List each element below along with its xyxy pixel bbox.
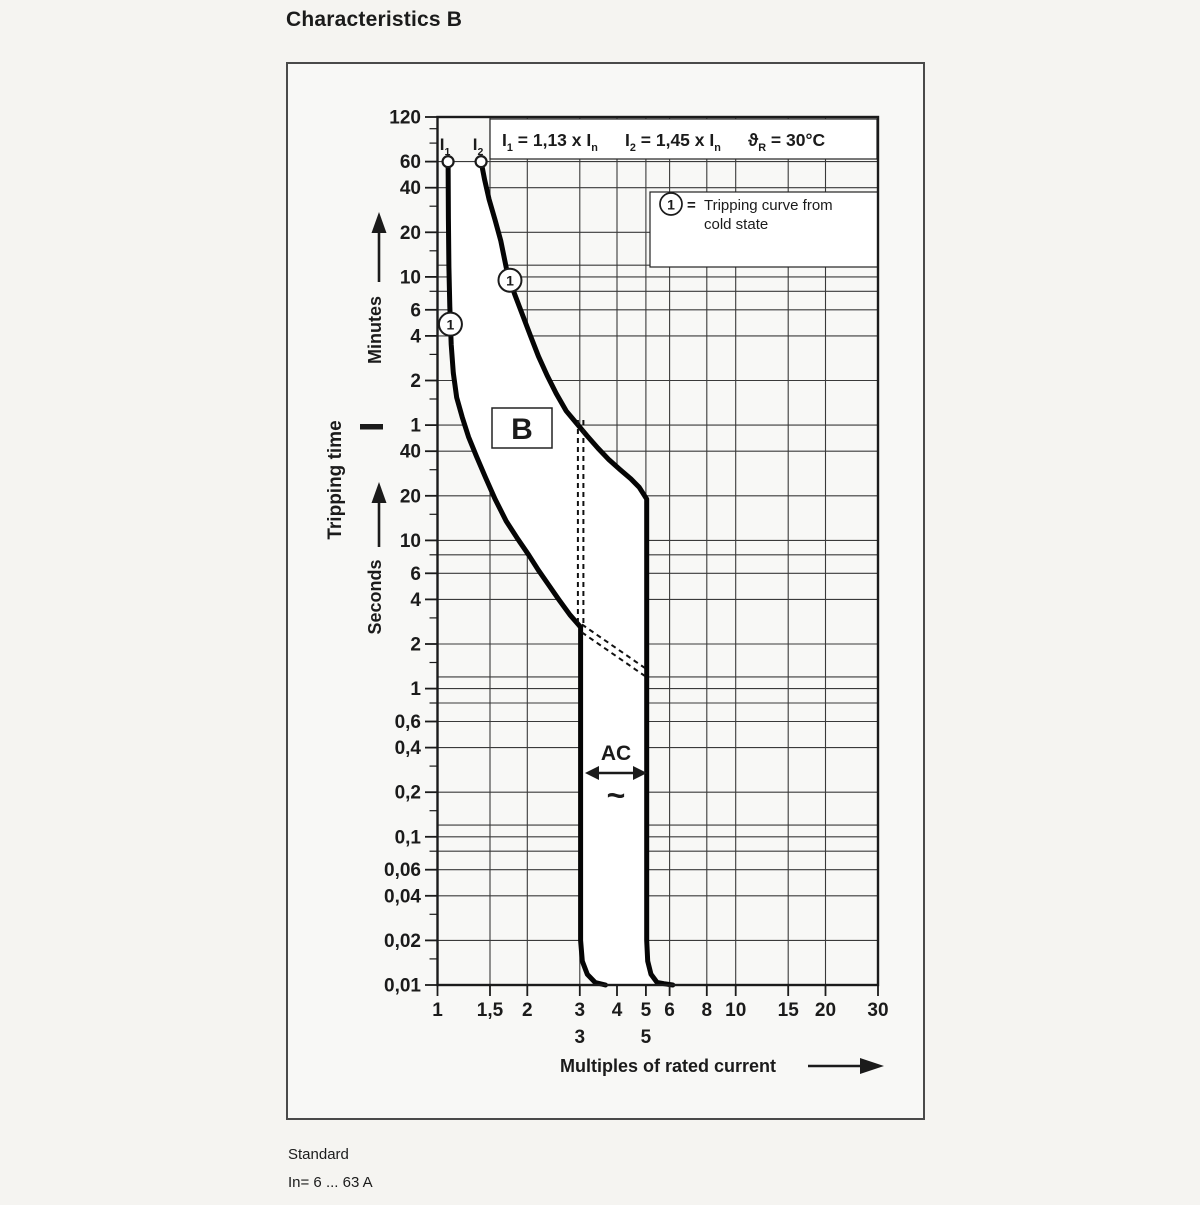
x-threshold-label: 3 [574, 1027, 586, 1048]
footer-standard: Standard [288, 1146, 349, 1163]
scale-divider-dash [360, 424, 383, 430]
x-tick-label: 2 [521, 1000, 533, 1021]
x-tick-label: 5 [640, 1000, 652, 1021]
x-tick-label: 3 [574, 1000, 586, 1021]
x-tick-label: 8 [701, 1000, 713, 1021]
x-tick-label: 1 [432, 1000, 443, 1021]
y-tick-label: 10 [399, 267, 421, 289]
y-tick-label: 120 [389, 107, 421, 129]
x-tick-label: 30 [867, 1000, 889, 1021]
x-tick-label: 20 [814, 1000, 837, 1021]
formula-i1: $I_1 = 1,13$ x $I_n$ [502, 130, 598, 154]
y-tick-label: 10 [399, 530, 421, 552]
y-tick-label: 0,1 [394, 827, 421, 849]
y-tick-label: 0,06 [384, 860, 421, 882]
y-tick-label: 0,01 [384, 975, 421, 997]
y-tick-label: 0,02 [384, 930, 421, 952]
y-tick-label: 4 [410, 326, 421, 348]
curve-i1-label: $I_1$ [439, 135, 451, 158]
tripping-time-axis-label: Tripping time [325, 420, 346, 540]
b-label: B [511, 413, 533, 446]
y-tick-label: 2 [410, 634, 421, 656]
y-tick-label: 6 [410, 563, 421, 585]
y-tick-label: 40 [399, 178, 421, 200]
page-title: Characteristics B [286, 8, 463, 31]
legend-equals: = [687, 197, 696, 214]
x-tick-label: 1,5 [476, 1000, 504, 1021]
x-tick-label: 6 [664, 1000, 675, 1021]
y-tick-label: 0,04 [384, 886, 421, 908]
sine-wave-icon: ~ [606, 777, 626, 813]
x-threshold-label: 5 [640, 1027, 652, 1048]
x-axis-title: Multiples of rated current [560, 1056, 777, 1076]
y-tick-label: 0,6 [394, 711, 421, 733]
curve-i2-label: $I_2$ [472, 135, 484, 158]
minutes-axis-label: Minutes [365, 295, 385, 365]
x-tick-label: 10 [725, 1000, 747, 1021]
cold-curve-upper-marker-label: 1 [506, 272, 514, 289]
y-tick-label: 6 [410, 300, 421, 322]
seconds-axis-label: Seconds [365, 559, 385, 635]
y-tick-label: 0,4 [394, 738, 421, 760]
y-tick-label: 60 [399, 152, 421, 174]
y-tick-label: 20 [399, 222, 421, 244]
formula-i2: $I_2 = 1,45$ x $I_n$ [625, 130, 721, 154]
legend-text-line1: Tripping curve from [704, 197, 833, 214]
y-tick-label: 20 [399, 486, 421, 508]
y-tick-label: 2 [410, 371, 421, 393]
x-tick-label: 15 [777, 1000, 799, 1021]
y-tick-label: 1 [410, 415, 421, 437]
cold-curve-lower-marker-label: 1 [446, 316, 455, 333]
y-tick-label: 0,2 [394, 782, 421, 804]
y-tick-label: 40 [399, 441, 421, 463]
x-tick-label: 4 [611, 1000, 623, 1021]
legend-symbol: 1 [667, 196, 675, 213]
formula-temp: $ϑ_R = 30^\circ C$ [748, 130, 826, 154]
y-tick-label: 4 [410, 589, 421, 611]
legend-text-line2: cold state [704, 216, 769, 233]
footer-rated-current-range: In= 6 ... 63 A [288, 1174, 373, 1191]
ac-label: AC [600, 742, 632, 765]
y-tick-label: 1 [410, 679, 421, 701]
